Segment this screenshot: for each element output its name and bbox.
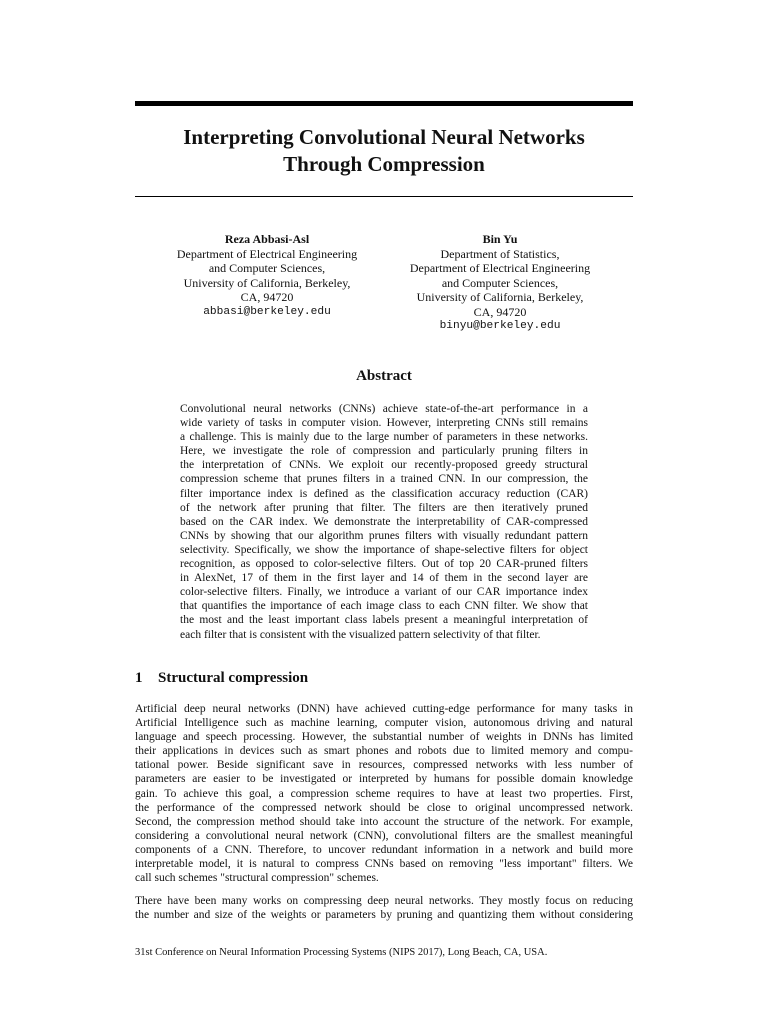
abstract-line: the most and the least important class labels present a meaningful interpretation of [180,614,588,627]
paragraph-line: There have been many works on compressing deep neural networks. They mostly focus on reducing [135,895,633,907]
paper-title-line-2: Through Compression [283,152,485,176]
title-bottom-rule [135,196,633,197]
abstract-line: CNNs by showing that our algorithm prunes filters with visually redundant pattern [180,529,588,542]
abstract-line: Here, we investigate the role of compression and particularly pruning filters in [180,445,588,458]
paragraph-line: Artificial deep neural networks (DNN) have achieved cutting-edge performance for many tasks in [135,703,633,715]
abstract-line: a challenge. This is mainly due to the large number of parameters in these networks. [180,431,588,444]
paragraph-line: parameters are easier to be investigated or interpreted by humans for possible domain knowledge [135,773,633,786]
author-name: Reza Abbasi-Asl [224,232,310,246]
author-affiliation-line: CA, 94720 [240,290,294,304]
author-affiliation-line: Department of Electrical Engineering [409,261,591,275]
abstract-line: Convolutional neural networks (CNNs) achieve state-of-the-art performance in a [180,403,588,415]
abstract-line: color-selective filters. Finally, we introduce a variant of our CAR importance index [180,586,588,599]
section-title: Structural compression [158,670,309,686]
section-heading [135,669,308,687]
abstract-line: filter importance index is defined as the classification accuracy reduction (CAR) [180,487,588,500]
author-block-2 [395,232,605,334]
abstract-line: the interpretation of CNNs. We exploit our recently-proposed greedy structural [180,459,588,472]
abstract-line: based on the CAR index. We demonstrate the interpretability of CAR-compressed [180,515,588,528]
author-email[interactable]: binyu@berkeley.edu [439,320,561,332]
author-affiliation-line: Department of Electrical Engineering [176,246,358,261]
body-paragraph-2 [135,894,633,922]
paper-title-line-1: Interpreting Convolutional Neural Networks [183,125,585,149]
paragraph-line: Second, the compression method should take into account the structure of the network. For example, [135,815,633,828]
abstract-line: wide variety of tasks in computer vision. However, interpreting CNNs still remains [180,417,588,430]
paragraph-line: interpretable model, it is natural to compress CNNs based on removing "less important" filters. We [135,858,633,871]
paragraph-line: their applications in devices such as smart phones and robots due to limited memory and compu- [135,745,633,758]
paragraph-line: tational power. Beside significant save in resources, compressed networks with less number of [135,759,633,772]
author-affiliation-line: University of California, Berkeley, [416,290,584,304]
paragraph-line: language and speech processing. However, the substantial number of weights in DNNs has limited [135,731,633,744]
author-block-1 [162,232,372,319]
author-affiliation-line: CA, 94720 [473,304,527,319]
paragraph-line: considering a convolutional neural network (CNN), convolutional filters are the smallest meaningful [135,829,633,842]
author-email[interactable]: abbasi@berkeley.edu [203,305,331,318]
abstract-line: recognition, as opposed to color-selective filters. Out of top 20 CAR-pruned filters [180,558,588,571]
section-number: 1 [135,670,143,686]
author-affiliation-line: Department of Statistics, [440,246,560,261]
paragraph-line: call such schemes "structural compression" schemes. [135,872,379,885]
author-affiliation-line: and Computer Sciences, [208,261,326,275]
abstract-line: in AlexNet, 17 of them in the first layer and 14 of them in the second layer are [180,572,588,585]
body-paragraph-1 [135,702,633,885]
abstract-heading: Abstract [356,368,412,384]
paragraph-line: the number and size of the weights or parameters by pruning and quantizing them without considering [135,909,633,922]
abstract-line: compression scheme that prunes filters in a trained CNN. In our compression, the [180,473,588,486]
abstract-line: each filter that is consistent with the visualized pattern selectivity of that filter. [180,628,541,641]
paragraph-line: gain. To achieve this goal, a compression scheme requires to have at least two properties. First, [135,787,633,800]
title-top-rule [135,101,633,106]
paper-title [135,124,633,178]
abstract-body [180,402,588,642]
paragraph-line: the performance of the compressed network should be close to original uncompressed network. [135,801,633,814]
abstract-line: selectivity. Specifically, we show the importance of shape-selective filters for object [180,543,588,556]
author-name: Bin Yu [482,232,518,246]
author-affiliation-line: and Computer Sciences, [441,275,559,290]
abstract-line: that quantifies the importance of each image class to each CNN filter. We show that [180,600,588,613]
paragraph-line: components of a CNN. Therefore, to uncover redundant information in a network and build more [135,843,633,856]
author-affiliation-line: University of California, Berkeley, [183,275,351,290]
paragraph-line: Artificial Intelligence such as machine learning, computer vision, autonomous driving and natural [135,717,633,730]
conference-footnote: 31st Conference on Neural Information Processing Systems (NIPS 2017), Long Beach, CA, USA. [135,947,548,958]
abstract-line: of the network after pruning that filter. The filters are then iteratively pruned [180,501,588,514]
